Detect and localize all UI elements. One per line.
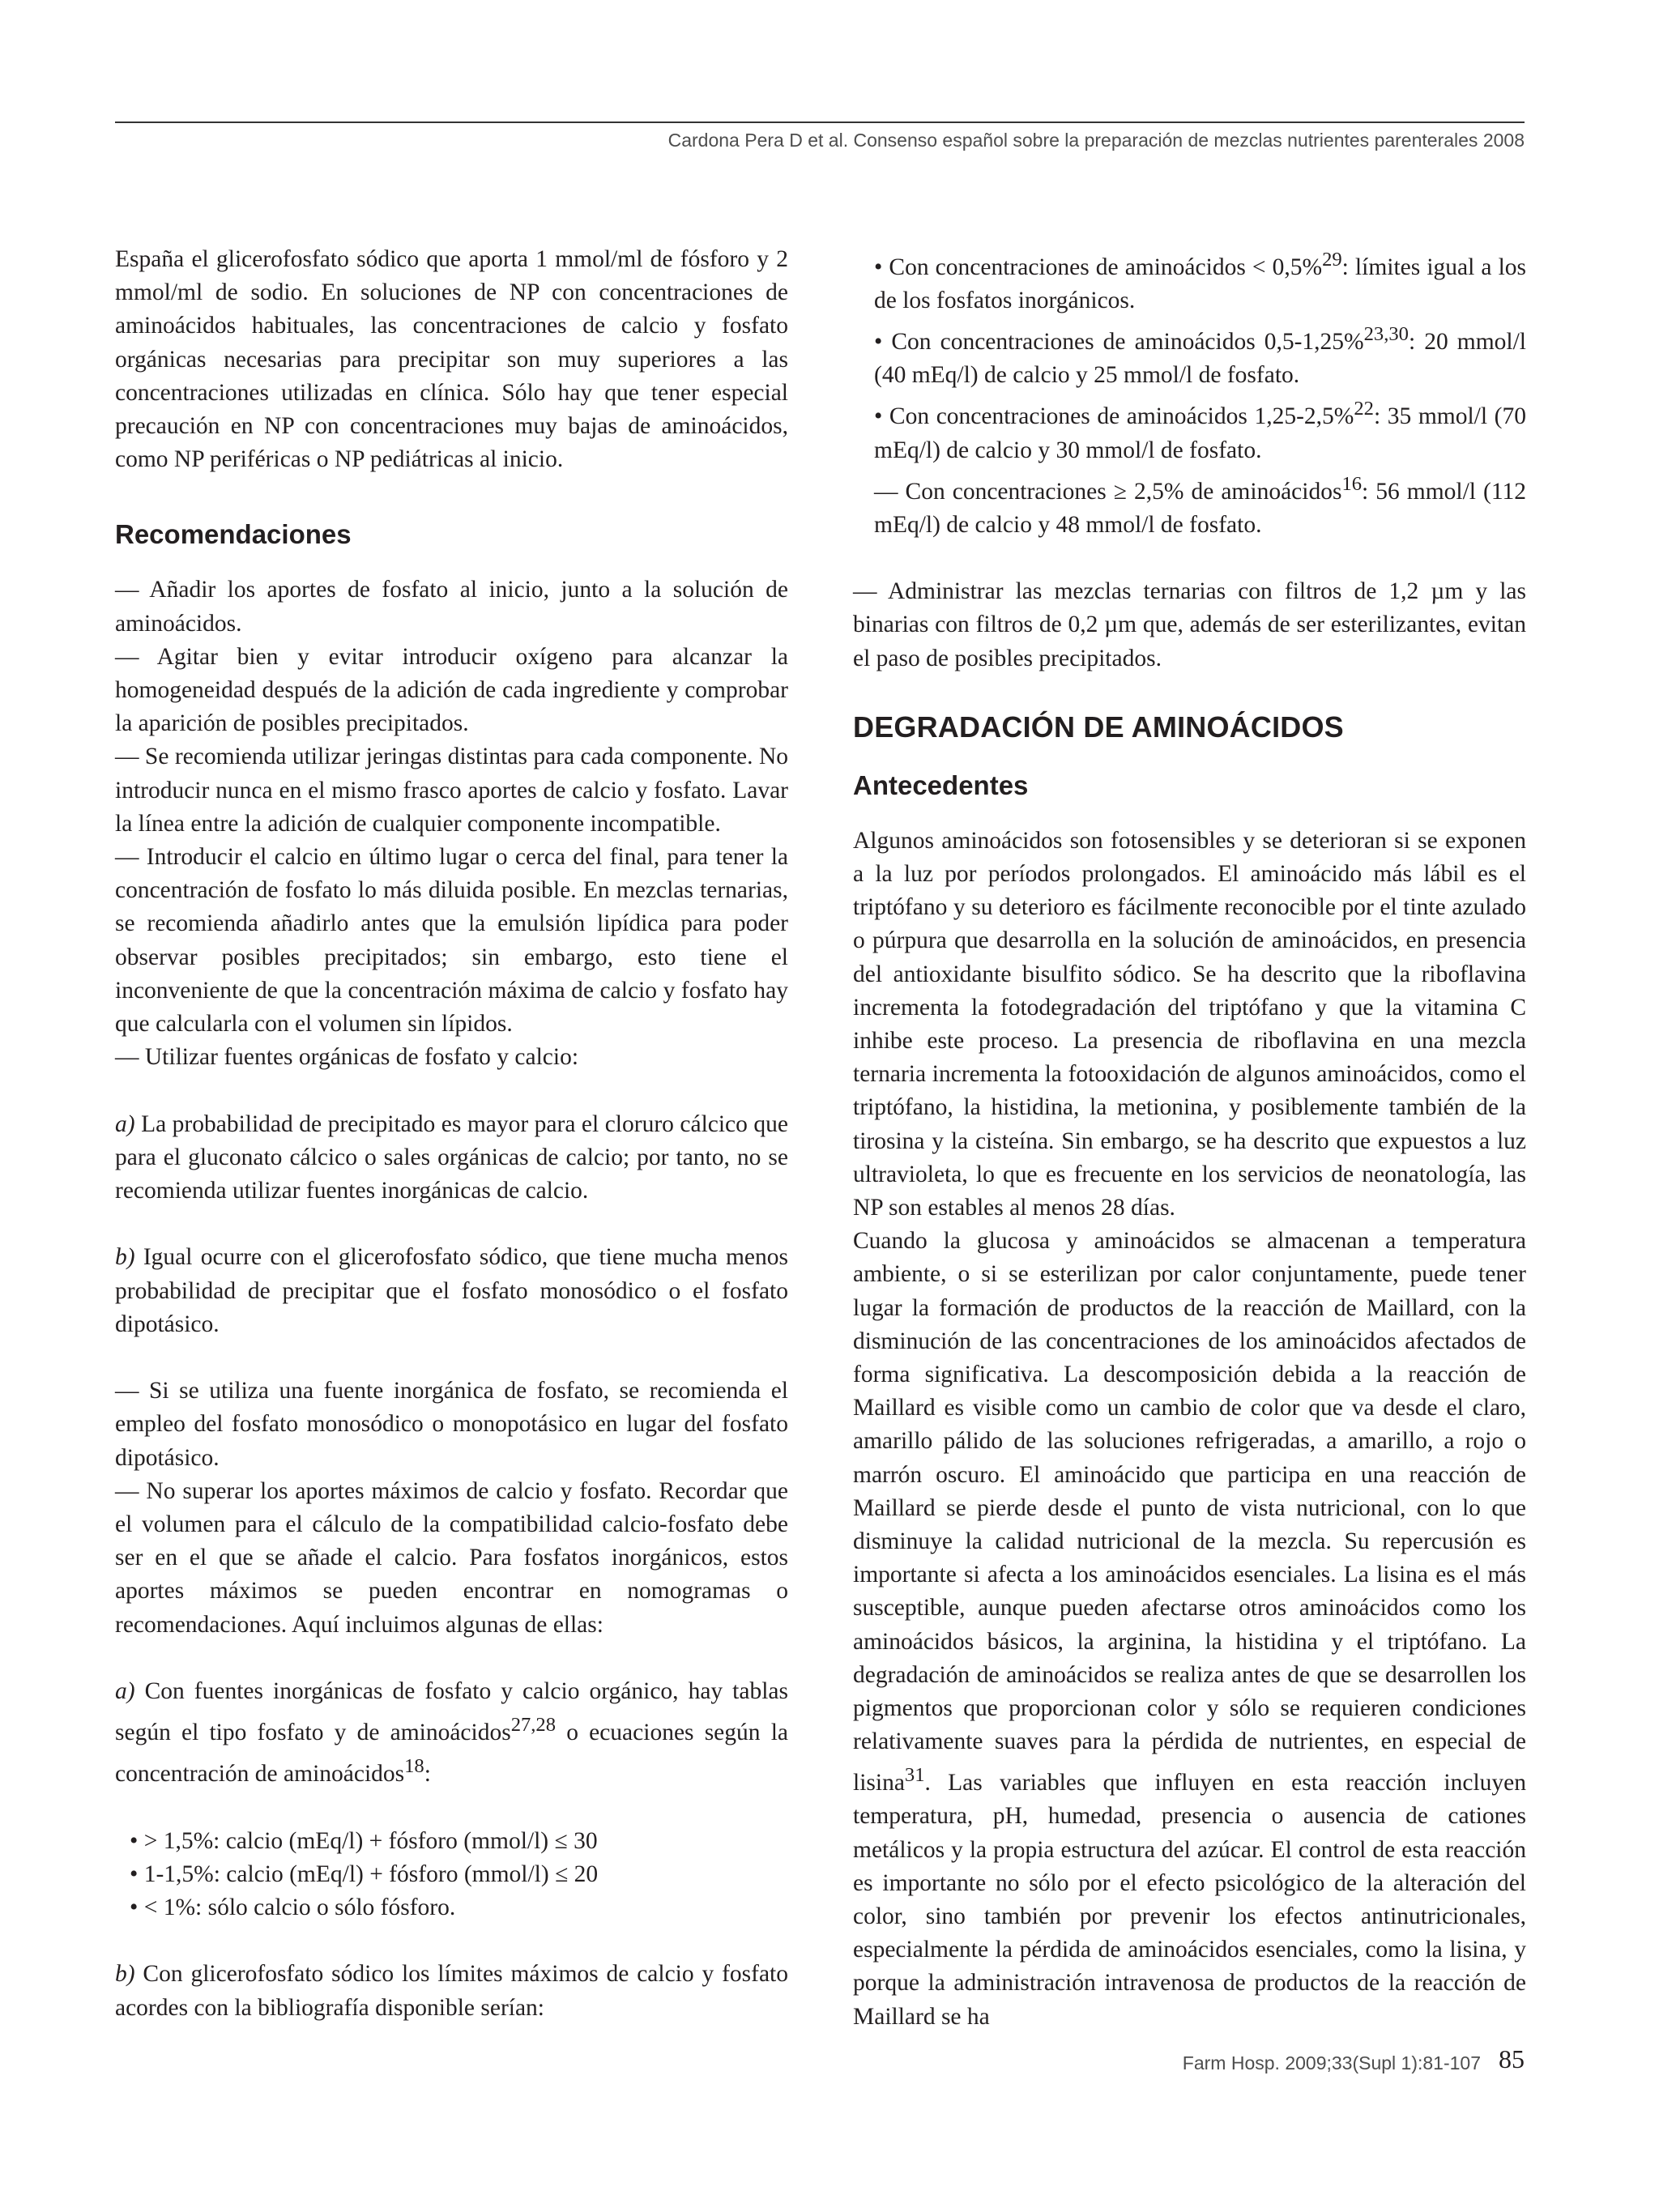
limit-above-2-5 <box>853 467 1526 542</box>
recommendation-7: — No superar los aportes máximos de calcio y fosfato. Recordar que el volumen para el cálculo de la compatibilidad calcio-fosfato debe ser en el que se añade el calcio. Para fosfatos inorgánicos, estos aportes máximos se pueden encontrar en nomogramas o recomendaciones. Aquí incluimos algunas de ellas: <box>115 1477 788 1638</box>
limit-4-text: — Con concentraciones ≥ 2,5% de aminoácidos <box>874 478 1342 505</box>
recommendations-heading: Recomendaciones <box>115 519 352 550</box>
item-a2-text-3: : <box>424 1761 431 1788</box>
maillard-text-1: Cuando la glucosa y aminoácidos se almacenan a temperatura ambiente, o si se esterilizan por calor conjuntamente, puede tener lugar la formación de productos de la reacción de Maillard, con la disminución de las concentraciones de los aminoácidos afectados de forma significativa. La descomposición debida a la reacción de Maillard es visible como un cambio de color que va desde el claro, amarillo pálido de las soluciones refrigeradas, a amarillo, a rojo o marrón oscuro. El aminoácido que participa en una reacción de Maillard se pierde desde el punto de vista nutricional, con lo que disminuye la calidad nutricional de la mezcla. Su repercusión es importante si afecta a los aminoácidos esenciales. La lisina es el más susceptible, aunque pueden afectarse otros aminoácidos como los aminoácidos básicos, la arginina, la histidina y el triptófano. La degradación de aminoácidos se realiza antes de que se desarrollen los pigmentos que proporcionan color y sólo se requieren condiciones relativamente suaves para la pérdida de nutrientes, en especial de lisina <box>853 1228 1526 1796</box>
filters-recommendation: — Administrar las mezclas ternarias con filtros de 1,2 µm y las binarias con filtros de 0,2 µm que, además de ser esterilizantes, evitan el paso de posibles precipitados. <box>853 578 1526 671</box>
limit-2-text: • Con concentraciones de aminoácidos 0,5-1,25% <box>874 329 1364 356</box>
item-a-marker: a) <box>115 1110 135 1137</box>
item-a-inorganic-phosphate <box>115 1675 788 1791</box>
limit-3-text: • Con concentraciones de aminoácidos 1,25-2,5% <box>874 403 1354 430</box>
page-number: 85 <box>1499 2044 1525 2073</box>
item-b2-marker: b) <box>115 1961 135 1988</box>
section-heading: DEGRADACIÓN DE AMINOÁCIDOS <box>853 710 1344 744</box>
reference-23-30: 23,30 <box>1363 323 1409 346</box>
subsection-heading: Antecedentes <box>853 769 1029 800</box>
item-b2-text: Con glicerofosfato sódico los límites máximos de calcio y fosfato acordes con la bibliografía disponible serían: <box>115 1961 788 2021</box>
reference-16: 16 <box>1341 472 1363 495</box>
item-a-text: La probabilidad de precipitado es mayor para el cloruro cálcico que para el gluconato cálcico o sales orgánicas de calcio; por tanto, no se recomienda utilizar fuentes inorgánicas de calcio. <box>115 1110 788 1204</box>
recommendation-3: — Se recomienda utilizar jeringas distintas para cada componente. No introducir nunca en el mismo frasco aportes de calcio y fosfato. Lavar la línea entre la adición de cualquier componente incompatible. <box>115 744 788 837</box>
intro-paragraph: España el glicerofosfato sódico que aporta 1 mmol/ml de fósforo y 2 mmol/ml de sodio. En soluciones de NP con concentraciones de aminoácidos habituales, las concentraciones de calcio y fosfato orgánicas necesarias para precipitar son muy superiores a las concentraciones utilizadas en clínica. Sólo hay que tener especial precaución en NP con concentraciones muy bajas de aminoácidos, como NP periféricas o NP pediátricas al inicio. <box>115 246 788 473</box>
header-rule <box>115 121 1525 123</box>
limit-1-text: • Con concentraciones de aminoácidos < 0,5% <box>874 254 1323 280</box>
limit-2-rest: : 20 mmol/l (40 mEq/l) de calcio y 25 mmol/l de fosfato. <box>874 329 1526 389</box>
limit-4-rest: : 56 mmol/l (112 mEq/l) de calcio y 48 mmol/l de fosfato. <box>874 478 1527 538</box>
maillard-text-2: . Las variables que influyen en esta reacción incluyen temperatura, pH, humedad, presencia o ausencia de cationes metálicos y la propia estructura del azúcar. El control de esta reacción es importante no sólo por el efecto psicológico de la alteración del color, sino también por prevenir los efectos antinutricionales, especialmente la pérdida de aminoácidos esenciales, como la lisina, y porque la administración intravenosa de productos de la reacción de Maillard se ha <box>853 1770 1526 2030</box>
limit-0-5-to-1-25 <box>853 318 1526 392</box>
right-column <box>853 243 1526 2034</box>
recommendation-2: — Agitar bien y evitar introducir oxígeno para alcanzar la homogeneidad después de la adición de cada ingrediente y comprobar la aparición de posibles precipitados. <box>115 643 788 737</box>
reference-31: 31 <box>904 1764 925 1787</box>
bullet-1-to-1-5: • 1-1,5%: calcio (mEq/l) + fósforo (mmol/l) ≤ 20 <box>130 1860 599 1887</box>
photosensitivity-paragraph: Algunos aminoácidos son fotosensibles y se deterioran si se exponen a la luz por períodos prolongados. El aminoácido más lábil es el triptófano y su deterioro es fácilmente reconocible por el tinte azulado o púrpura que desarrolla en la solución de aminoácidos, en presencia del antioxidante bisulfito sódico. Se ha descrito que la riboflavina incrementa la fotodegradación del triptófano y que la vitamina C inhibe este proceso. La presencia de riboflavina en una mezcla ternaria incrementa la fotooxidación de algunos aminoácidos, como el triptófano, la histidina, la metionina, y posiblemente también de la tirosina y la cisteína. Sin embargo, se ha descrito que expuestos a luz ultravioleta, lo que es frecuente en los servicios de neonatología, las NP son estables al menos 28 días. <box>853 827 1526 1221</box>
reference-18: 18 <box>404 1755 424 1778</box>
bullet-above-1-5: • > 1,5%: calcio (mEq/l) + fósforo (mmol/l) ≤ 30 <box>130 1827 598 1854</box>
limit-1-25-to-2-5 <box>853 392 1526 467</box>
reference-22: 22 <box>1354 398 1374 420</box>
limit-1-rest: : límites igual a los de los fosfatos inorgánicos. <box>874 254 1526 314</box>
reference-29: 29 <box>1322 249 1342 271</box>
item-b-glycerophosphate <box>115 1241 788 1341</box>
recommendation-4: — Introducir el calcio en último lugar o cerca del final, para tener la concentración de fosfato lo más diluida posible. En mezclas ternarias, se recomienda añadirlo antes que la emulsión lipídica para poder observar posibles precipitados; sin embargo, esto tiene el inconveniente de que la concentración máxima de calcio y fosfato hay que calcularla con el volumen sin lípidos. <box>115 844 788 1038</box>
recommendation-5: — Utilizar fuentes orgánicas de fosfato y calcio: <box>115 1044 579 1071</box>
left-column <box>115 243 788 2025</box>
item-a2-marker: a) <box>115 1678 135 1705</box>
item-a-organic-calcium <box>115 1108 788 1208</box>
item-a2-text-2: o ecuaciones según la concentración de aminoácidos <box>115 1720 788 1788</box>
recommendation-6: — Si se utiliza una fuente inorgánica de fosfato, se recomienda el empleo del fosfato monosódico o monopotásico en lugar del fosfato dipotásico. <box>115 1378 788 1471</box>
limit-3-rest: : 35 mmol/l (70 mEq/l) de calcio y 30 mmol/l de fosfato. <box>874 403 1526 463</box>
recommendation-1: — Añadir los aportes de fosfato al inicio, junto a la solución de aminoácidos. <box>115 577 788 637</box>
item-b-glycerophosphate-limits <box>115 1958 788 2024</box>
reference-27-28: 27,28 <box>510 1714 557 1737</box>
journal-citation: Farm Hosp. 2009;33(Supl 1):81-107 <box>1182 2052 1481 2073</box>
limit-below-0-5 <box>853 243 1526 318</box>
item-b-text: Igual ocurre con el glicerofosfato sódico, que tiene mucha menos probabilidad de precipitar que el fosfato monosódico o el fosfato dipotásico. <box>115 1244 788 1337</box>
maillard-paragraph <box>853 1225 1526 2034</box>
item-b-marker: b) <box>115 1244 135 1271</box>
item-a2-text-1: Con fuentes inorgánicas de fosfato y calcio orgánico, hay tablas según el tipo fosfato y de aminoácidos <box>115 1678 788 1746</box>
bullet-below-1: • < 1%: sólo calcio o sólo fósforo. <box>130 1894 456 1920</box>
running-head: Cardona Pera D et al. Consenso español sobre la preparación de mezclas nutrientes parenterales 2008 <box>667 130 1525 151</box>
